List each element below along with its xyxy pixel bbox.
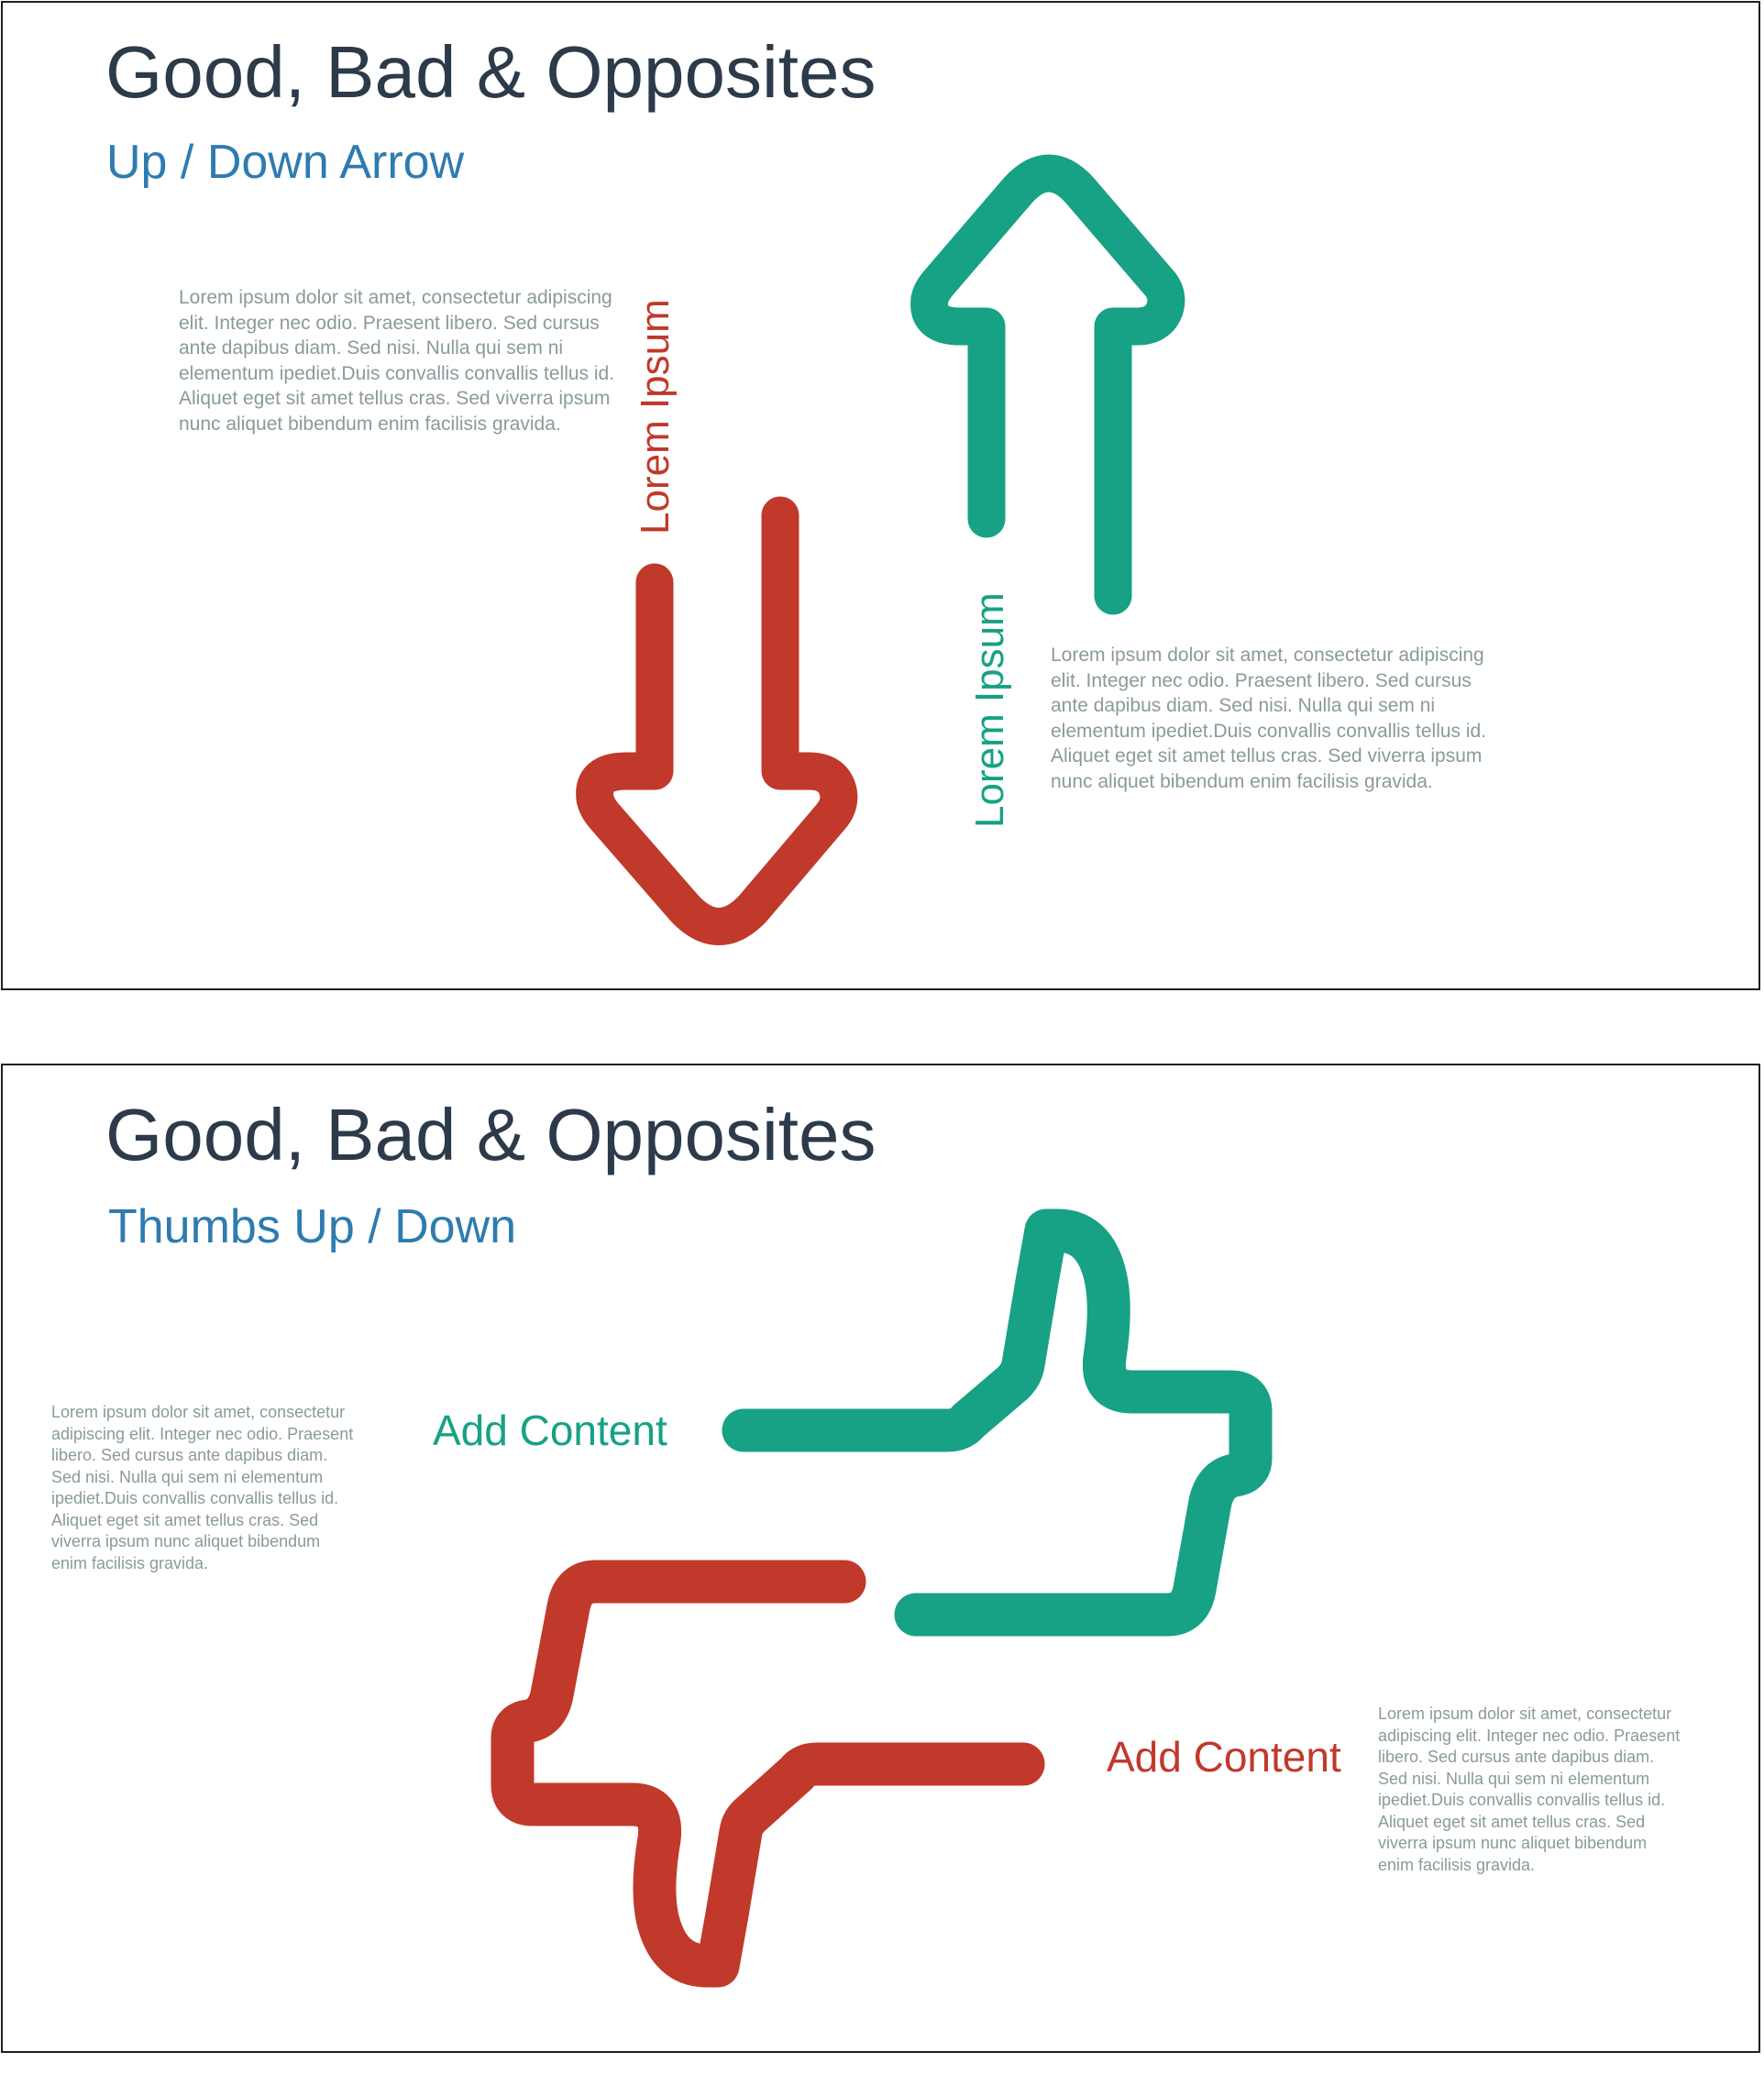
thumbs-down-label: Add Content [1107,1733,1341,1781]
thumbs-up-icon [744,1230,1251,1615]
slide-title: Good, Bad & Opposites [105,31,876,113]
thumbs-down-icon [513,1582,1023,1966]
slide-thumbs-up-down [1,1064,1760,2053]
thumbs-art [3,1065,1760,2053]
slide-up-down-arrow [1,1,1760,990]
slide-subtitle: Up / Down Arrow [106,136,465,189]
down-arrow-label: Lorem Ipsum [633,299,678,535]
up-arrow-icon [930,173,1166,596]
up-arrow-label: Lorem Ipsum [967,592,1012,828]
left-description: Lorem ipsum dolor sit amet, consectetur adipiscing elit. Integer nec odio. Praesent libero. Sed cursus ante dapibus diam. Sed nisi. Nulla qui sem ni elementum ipediet.Duis convallis convallis tellus id. Aliquet eget sit amet tellus cras. Sed viverra ipsum nunc aliquet bibendum enim facilisis gravida. [179,287,615,435]
slide-title: Good, Bad & Opposites [105,1094,876,1175]
right-description: Lorem ipsum dolor sit amet, consectetur adipiscing elit. Integer nec odio. Praesent libero. Sed cursus ante dapibus diam. Sed nisi. Nulla qui sem ni elementum ipediet.Duis convallis convallis tellus id. Aliquet eget sit amet tellus cras. Sed viverra ipsum nunc aliquet bibendum enim facilisis gravida. [1378,1704,1681,1875]
arrows-art [3,3,1760,990]
slide-subtitle: Thumbs Up / Down [108,1200,517,1253]
left-description: Lorem ipsum dolor sit amet, consectetur adipiscing elit. Integer nec odio. Praesent libero. Sed cursus ante dapibus diam. Sed nisi. Nulla qui sem ni elementum ipediet.Duis convallis convallis tellus id. Aliquet eget sit amet tellus cras. Sed viverra ipsum nunc aliquet bibendum enim facilisis gravida. [51,1403,354,1573]
down-arrow-icon [595,515,839,927]
thumbs-up-label: Add Content [433,1407,667,1454]
right-description: Lorem ipsum dolor sit amet, consectetur adipiscing elit. Integer nec odio. Praesent libero. Sed cursus ante dapibus diam. Sed nisi. Nulla qui sem ni elementum ipediet.Duis convallis convallis tellus id. Aliquet eget sit amet tellus cras. Sed viverra ipsum nunc aliquet bibendum enim facilisis gravida. [1051,645,1487,792]
